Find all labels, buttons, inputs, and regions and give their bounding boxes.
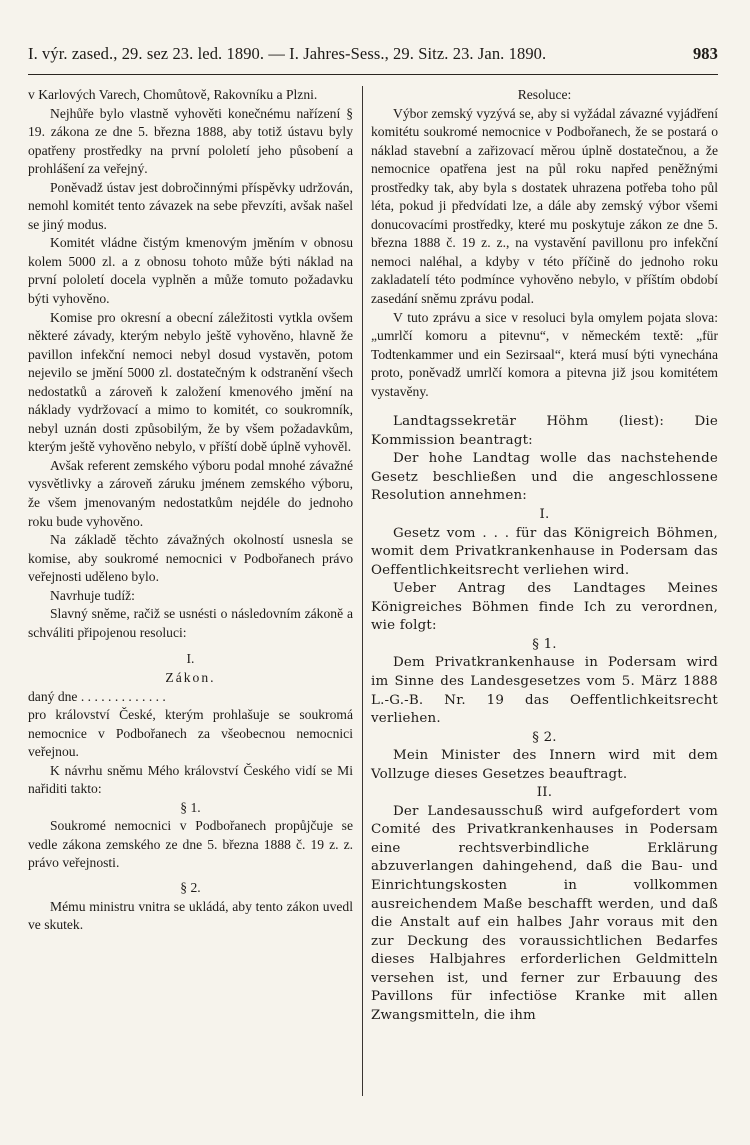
right-column — [371, 86, 718, 1025]
left-column-czech — [28, 86, 353, 935]
section-mark: § 1. — [180, 799, 201, 815]
header-rule — [28, 74, 718, 75]
document-page — [28, 0, 718, 1145]
paragraph: Výbor zemský vyzývá se, aby si vyžádal závazné vyjádření komitétu soukromé nemocnice v Podbořanech, že se postará o náklad stavební a zařizovací měrou úplně dostatečnou, a že nemocnice opatřena jest na půl roku napřed peněžnými prostředky tak, aby byla s dostatek uhrazena potřeba toho půl léta, pokud ji předvídati lze, a dále aby zemský výbor všemi donucovacími prostředky, které mu poskytuje zákon ze dne 5. března 1888 č. 19 z. z., na vystavění pavillonu pro infekční nemoci naléhal, a kdyby v této příčině do jednoho roku zakladatelí této podmínce vyhověno nebylo, v příštím období zasedání sněmu zprávu podal. — [371, 105, 718, 307]
paragraph: Komise pro okresní a obecní záležitosti vytkla ovšem některé závady, kterým nebylo ještě vyhověno, hlavně že pavillon infekční nemoci nebyl dosud vystavěn, potom nejevilo se jmění 5000 zl. dostatečným k odstranění všech nedostatků a zároveň k založení kmenového jmění na náklady vydržovací a mimo to komitét, co soukromník, nebyl uznán dosti způsobilým, že by všem požadavkům, kterým ještě vyhověno nebylo, v příští době úplně vyhověl. — [28, 309, 353, 455]
section-mark: § 1. — [532, 636, 557, 652]
paragraph: Na základě těchto závažných okolností usnesla se komise, aby soukromé nemocnici v Podbořanech právo veřejnosti uděleno bylo. — [28, 532, 353, 585]
paragraph: Nejhůře bylo vlastně vyhověti konečnému nařízení § 19. zákona ze dne 5. března 1888, aby totiž ústavu byly opatřeny prostředky na první pololetí jeho působení a prohlášení za veřejný. — [28, 105, 353, 177]
paragraph: Gesetz vom . . . für das Königreich Böhmen, womit dem Privatkrankenhause in Podersam das Oeffentlichkeitsrecht verliehen wird. — [371, 525, 718, 578]
section-numeral: I. — [539, 507, 550, 523]
paragraph: Soukromé nemocnici v Podbořanech propůjčuje se vedle zákona zemského ze dne 5. března 1888 č. 19 z. z. právo veřejnosti. — [28, 818, 353, 871]
paragraph: v Karlových Varech, Chomůtově, Rakovníku a Plzni. — [28, 87, 318, 102]
paragraph: Ueber Antrag des Landtages Meines Königreiches Böhmen finde Ich zu verordnen, wie folgt: — [371, 581, 718, 634]
section-mark: § 2. — [180, 879, 201, 895]
paragraph: Avšak referent zemského výboru podal mnohé závažné vysvětlivky a zároveň záruku jménem zemského výboru, že všem jmenovaným nedostatkům nejdéle do jednoho roku bude vyhověno. — [28, 457, 353, 529]
paragraph: V tuto zprávu a sice v resoluci byla omylem pojata slova: „umrlčí komoru a pitevnu“, v německém textě: „für Todtenkammer und ein Sezirsaal“, která musí býti vynechána proto, poněvadž umrlčí komora a pitevna již jsou komitétem vystavěny. — [371, 309, 718, 399]
paragraph: Slavný sněme, račiž se usnésti o následovním zákoně a schváliti připojenou resoluci: — [28, 606, 353, 640]
paragraph: K návrhu sněmu Mého království Českého vidí se Mi nařiditi takto: — [28, 762, 353, 797]
column-divider — [362, 86, 363, 1096]
paragraph: pro království České, kterým prohlašuje se soukromá nemocnice v Podbořanech za všeobecnou nemocnici veřejnou. — [28, 707, 353, 760]
paragraph: Landtagssekretär Höhm (liest): Die Kommission beantragt: — [371, 414, 718, 448]
section-mark: § 2. — [532, 729, 557, 745]
paragraph: Mému ministru vnitra se ukládá, aby tento zákon uvedl ve skutek. — [28, 898, 353, 933]
paragraph: Poněvadž ústav jest dobročinnými příspěvky udržován, nemohl komitét tento závazek na sebe převzíti, avšak našel se jiný modus. — [28, 179, 353, 232]
law-heading: Zákon. — [165, 669, 216, 685]
paragraph: Der Landesausschuß wird aufgefordert vom Comité des Privatkrankenhauses in Podersam eine rechtsverbindliche Erklärung abzuverlangen dahingehend, daß die Bau- und Einrichtungskosten in vollkommen ausreichendem Maße beschafft werden, und daß die Anstalt auf ein halbes Jahr voraus mit den zur Deckung des voraussichtlichen Bedarfes dieses Halbjahres erforderlichen Geldmitteln versehen ist, und ferner zur Erbauung des Pavillons für infectiöse Kranke mit allen Zwangsmitteln, die ihm — [371, 803, 718, 1023]
resolution-heading: Resoluce: — [517, 87, 572, 102]
paragraph: Komitét vládne čistým kmenovým jměním v obnosu kolem 5000 zl. a z obnosu tohoto může býti náklad na první pololetí docela vyplněn a může tomuto požadavku býti vyhověno. — [28, 235, 353, 307]
section-numeral: I. — [186, 651, 195, 667]
paragraph: Mein Minister des Innern wird mit dem Vollzuge dieses Gesetzes beauftragt. — [371, 748, 718, 782]
law-date-line: daný dne . . . . . . . . . . . . . — [28, 688, 166, 704]
paragraph: Dem Privatkrankenhause in Podersam wird im Sinne des Landesgesetzes vom 5. März 1888 L.-G.-B. Nr. 19 das Oeffentlichkeitsrecht verliehen. — [371, 655, 718, 727]
section-numeral: II. — [536, 785, 553, 801]
page-number: 983 — [692, 44, 718, 63]
page-header — [28, 44, 718, 64]
paragraph: Der hohe Landtag wolle das nachstehende Gesetz beschließen und die angeschlossene Resolution annehmen: — [371, 451, 718, 504]
paragraph: Navrhuje tudíž: — [50, 587, 135, 603]
header-session-line: I. výr. zased., 29. sez 23. led. 1890. — I. Jahres-Sess., 29. Sitz. 23. Jan. 1890. — [28, 44, 547, 63]
